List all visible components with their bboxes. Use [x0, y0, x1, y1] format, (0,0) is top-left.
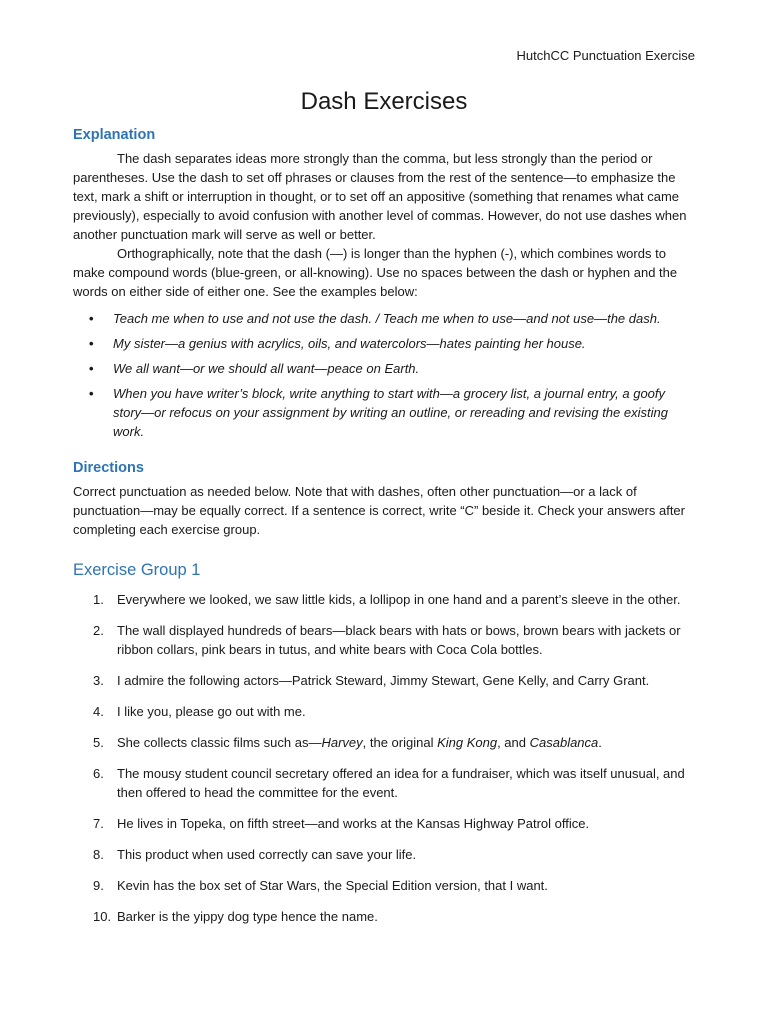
page-title: Dash Exercises	[300, 88, 468, 115]
item-number: 8.	[93, 847, 104, 862]
list-item	[73, 590, 695, 609]
explanation-paragraph-1: The dash separates ideas more strongly than the comma, but less strongly than the period or parentheses. Use the dash to set off phrases or clauses from the rest of the sentence—to emphasize the text, mark a shift or interruption in thought, or to set off an appositive (something that renames what came previously), especially to avoid confusion with another level of commas. However, do not use dashes when another punctuation mark will serve as well or better.	[73, 151, 687, 242]
item-text: This product when used correctly can save your life.	[117, 847, 417, 862]
list-item	[73, 359, 695, 378]
example-text: When you have writer’s block, write anything to start with—a grocery list, a journal entry, a goofy story—or refocus on your assignment by writing an outline, or rereading and revising the existing work.	[113, 386, 668, 439]
item-text-part: She collects classic films such as—	[117, 735, 322, 750]
running-header: HutchCC Punctuation Exercise	[516, 48, 695, 63]
list-item	[73, 621, 695, 659]
item-text-part: , and	[497, 735, 530, 750]
item-text: Everywhere we looked, we saw little kids, a lollipop in one hand and a parent’s sleeve in the other.	[117, 592, 681, 607]
list-item	[73, 309, 695, 328]
bullet-icon: •	[89, 386, 94, 401]
item-text: The mousy student council secretary offered an idea for a fundraiser, which was itself unusual, and then offered to head the committee for the event.	[117, 766, 685, 800]
examples-list	[73, 309, 695, 441]
item-number: 1.	[93, 592, 104, 607]
bullet-icon: •	[89, 311, 94, 326]
example-text: My sister—a genius with acrylics, oils, and watercolors—hates painting her house.	[113, 336, 586, 351]
exercise-list	[73, 590, 695, 926]
item-number: 10.	[93, 909, 112, 924]
bullet-icon: •	[89, 336, 94, 351]
list-item	[73, 764, 695, 802]
list-item	[73, 876, 695, 895]
item-text	[117, 735, 602, 750]
item-text: I admire the following actors—Patrick Steward, Jimmy Stewart, Gene Kelly, and Carry Grant.	[117, 673, 650, 688]
list-item	[73, 384, 695, 441]
item-text: He lives in Topeka, on fifth street—and works at the Kansas Highway Patrol office.	[117, 816, 590, 831]
item-number: 9.	[93, 878, 104, 893]
item-text: I like you, please go out with me.	[117, 704, 306, 719]
list-item	[73, 702, 695, 721]
film-title: Casablanca	[529, 735, 599, 750]
list-item	[73, 845, 695, 864]
film-title: King Kong	[437, 735, 498, 750]
film-title: Harvey	[321, 735, 363, 750]
item-text: Kevin has the box set of Star Wars, the Special Edition version, that I want.	[117, 878, 548, 893]
explanation-paragraph-2: Orthographically, note that the dash (—) is longer than the hyphen (-), which combines words to make compound words (blue-green, or all-knowing). Use no spaces between the dash or hyphen and the words on either side of either one. See the examples below:	[73, 246, 678, 299]
list-item	[73, 671, 695, 690]
item-number: 6.	[93, 766, 104, 781]
exercise-group-section	[73, 561, 695, 926]
directions-section	[73, 459, 695, 539]
item-number: 3.	[93, 673, 104, 688]
list-item	[73, 814, 695, 833]
list-item	[73, 733, 695, 752]
item-text-part: , the original	[362, 735, 438, 750]
item-text: The wall displayed hundreds of bears—black bears with hats or bows, brown bears with jackets or ribbon collars, pink bears in tutus, and white bears with Coca Cola bottles.	[117, 623, 681, 657]
example-text: Teach me when to use and not use the dash. / Teach me when to use—and not use—the dash.	[113, 311, 661, 326]
list-item	[73, 334, 695, 353]
bullet-icon: •	[89, 361, 94, 376]
exercise-group-heading: Exercise Group 1	[73, 561, 201, 579]
item-number: 7.	[93, 816, 104, 831]
item-number: 2.	[93, 623, 104, 638]
item-number: 4.	[93, 704, 104, 719]
document-body	[73, 126, 695, 938]
explanation-heading: Explanation	[73, 127, 156, 143]
directions-text: Correct punctuation as needed below. Note that with dashes, often other punctuation—or a lack of punctuation—may be equally correct. If a sentence is correct, write “C” beside it. Check your answers after completing each exercise group.	[73, 484, 685, 537]
list-item	[73, 907, 695, 926]
item-text-part: .	[598, 735, 602, 750]
item-number: 5.	[93, 735, 104, 750]
directions-heading: Directions	[73, 460, 144, 476]
example-text: We all want—or we should all want—peace on Earth.	[113, 361, 420, 376]
item-text: Barker is the yippy dog type hence the name.	[117, 909, 378, 924]
